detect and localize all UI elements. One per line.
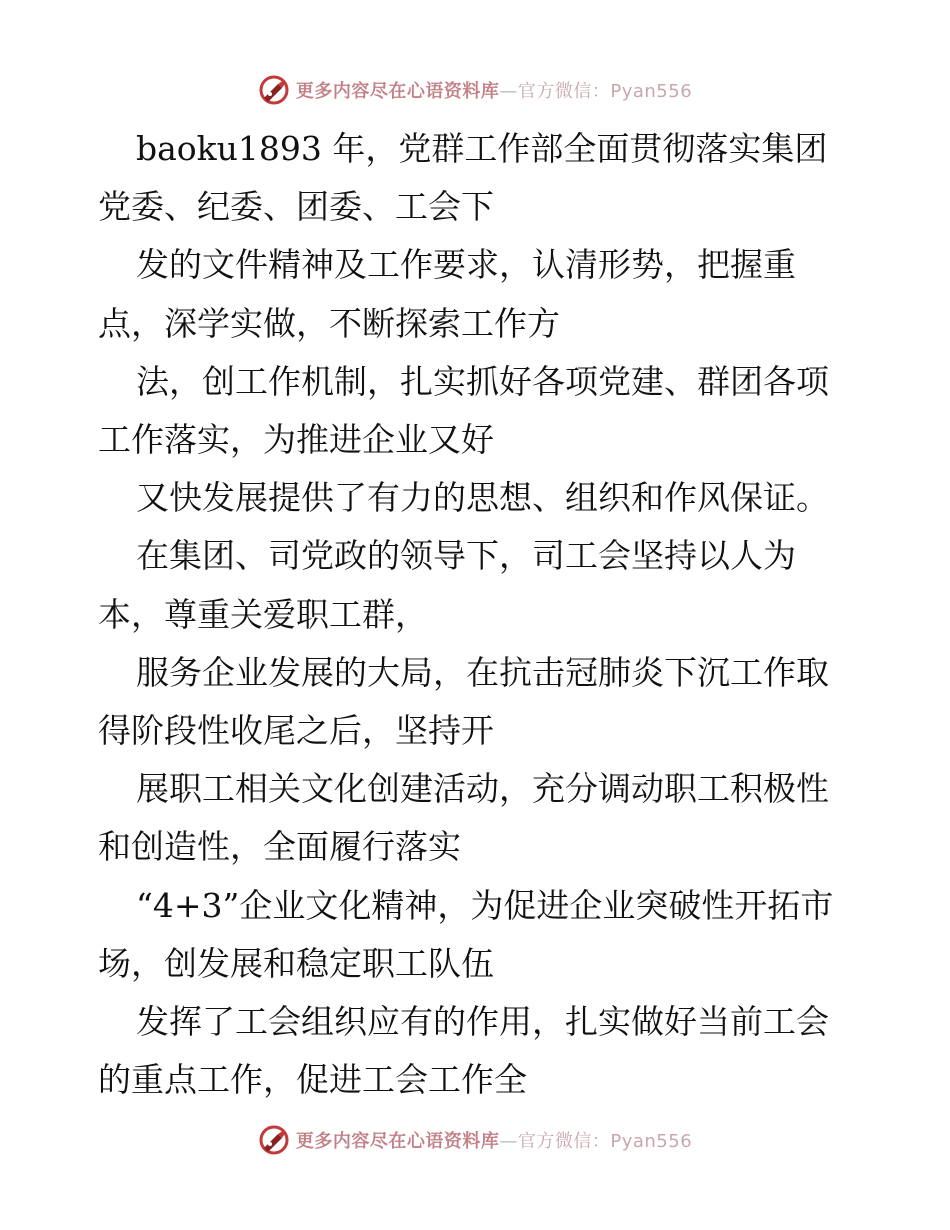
document-body — [98, 120, 858, 1109]
paragraph-5 — [98, 527, 858, 643]
watermark-tail: 官方微信：Pyan556 — [517, 81, 693, 102]
paragraph-6 — [98, 644, 858, 760]
header-watermark-banner — [0, 70, 950, 110]
paragraph-text: 在集团、司党政的领导下，司工会坚持以人为本，尊重关爱职工群， — [98, 536, 796, 634]
paragraph-1 — [98, 120, 858, 236]
paragraph-4 — [98, 469, 858, 527]
watermark-text — [296, 77, 692, 103]
paragraph-text: 发的文件精神及工作要求，认清形势，把握重点，深学实做，不断探索工作方 — [98, 245, 796, 343]
paragraph-3 — [98, 353, 858, 469]
paragraph-text: 展职工相关文化创建活动，充分调动职工积极性和创造性，全面履行落实 — [98, 769, 829, 867]
watermark-lead: 更多内容尽在心语资料库 — [295, 81, 500, 102]
paragraph-9 — [98, 993, 858, 1109]
paragraph-text: 发挥了工会组织应有的作用，扎实做好当前工会的重点工作，促进工会工作全 — [98, 1002, 829, 1100]
paragraph-text: “4+3”企业文化精神，为促进企业突破性开拓市场，创发展和稳定职工队伍 — [98, 885, 834, 983]
paragraph-text: 法，创工作机制，扎实抓好各项党建、群团各项工作落实，为推进企业又好 — [98, 361, 829, 460]
watermark-lead: 更多内容尽在心语资料库 — [295, 1131, 500, 1152]
pen-logo-icon — [258, 74, 290, 106]
paragraph-7 — [98, 760, 858, 876]
watermark-dash: — — [499, 1131, 518, 1152]
watermark-dash: — — [499, 81, 518, 102]
paragraph-text: 又快发展提供了有力的思想、组织和作风保证。 — [136, 478, 829, 518]
paragraph-text: baoku1893 年，党群工作部全面贯彻落实集团党委、纪委、团委、工会下 — [98, 129, 828, 227]
paragraph-8 — [98, 877, 858, 993]
paragraph-text: 服务企业发展的大局，在抗击冠肺炎下沉工作取得阶段性收尾之后，坚持开 — [98, 652, 829, 751]
watermark-tail: 官方微信：Pyan556 — [517, 1131, 693, 1152]
pen-logo-icon — [258, 1124, 290, 1156]
footer-watermark-banner — [0, 1120, 950, 1160]
watermark-text — [296, 1127, 692, 1153]
paragraph-2 — [98, 236, 858, 352]
